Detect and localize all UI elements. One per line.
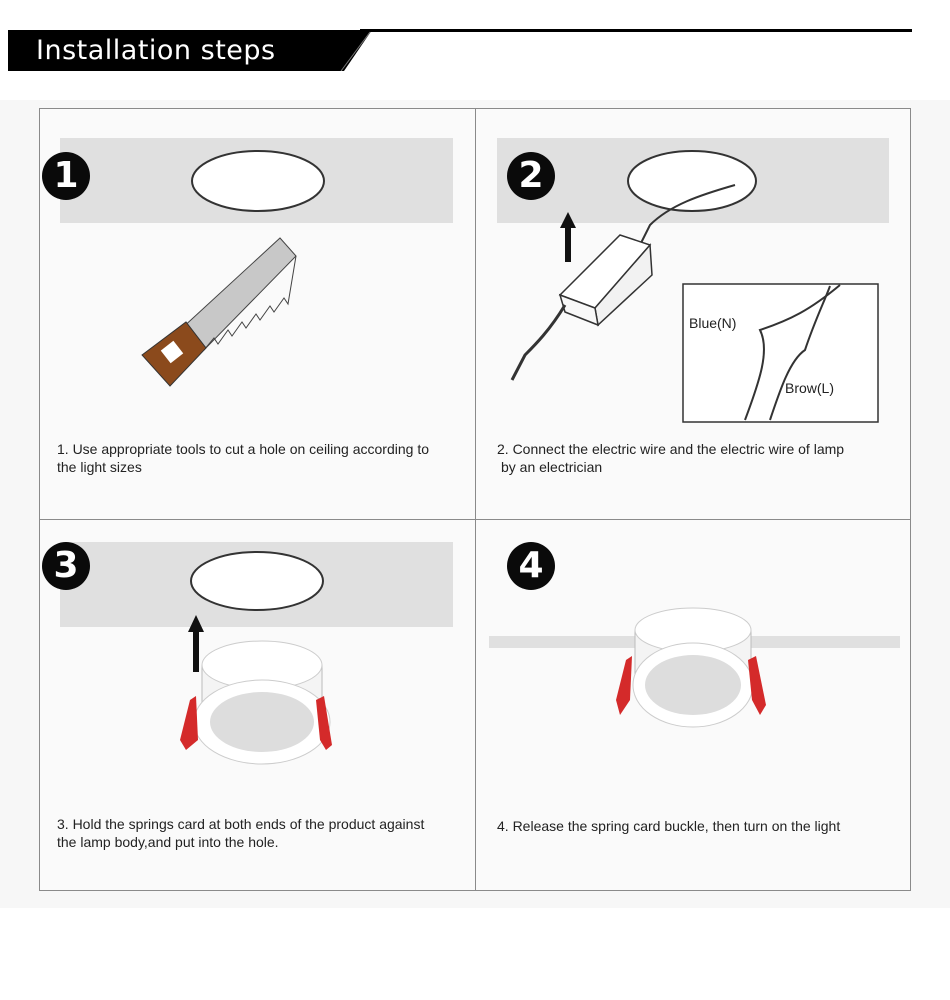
- spring-clip: [748, 656, 766, 715]
- caption-line: 1. Use appropriate tools to cut a hole on ceiling according to: [57, 441, 430, 457]
- caption-line: 3. Hold the springs card at both ends of the product against: [57, 816, 425, 832]
- caption-line: the light sizes: [57, 459, 142, 475]
- caption-line: 2. Connect the electric wire and the electric wire of lamp: [497, 441, 845, 457]
- downlight: [616, 608, 766, 727]
- step-number: 1: [42, 152, 90, 200]
- step-number: 4: [507, 542, 555, 590]
- caption-line: by an electrician: [501, 459, 603, 475]
- step-number: 3: [42, 542, 90, 590]
- wire-label-blue: Blue(N): [689, 315, 737, 331]
- page-title: Installation steps: [36, 35, 276, 66]
- step-number: 2: [507, 152, 555, 200]
- step-caption: 4. Release the spring card buckle, then turn on the light: [497, 818, 841, 834]
- spring-clip: [616, 656, 632, 715]
- caption-line: the lamp body,and put into the hole.: [57, 834, 279, 850]
- wire-label-brown: Brow(L): [785, 380, 835, 396]
